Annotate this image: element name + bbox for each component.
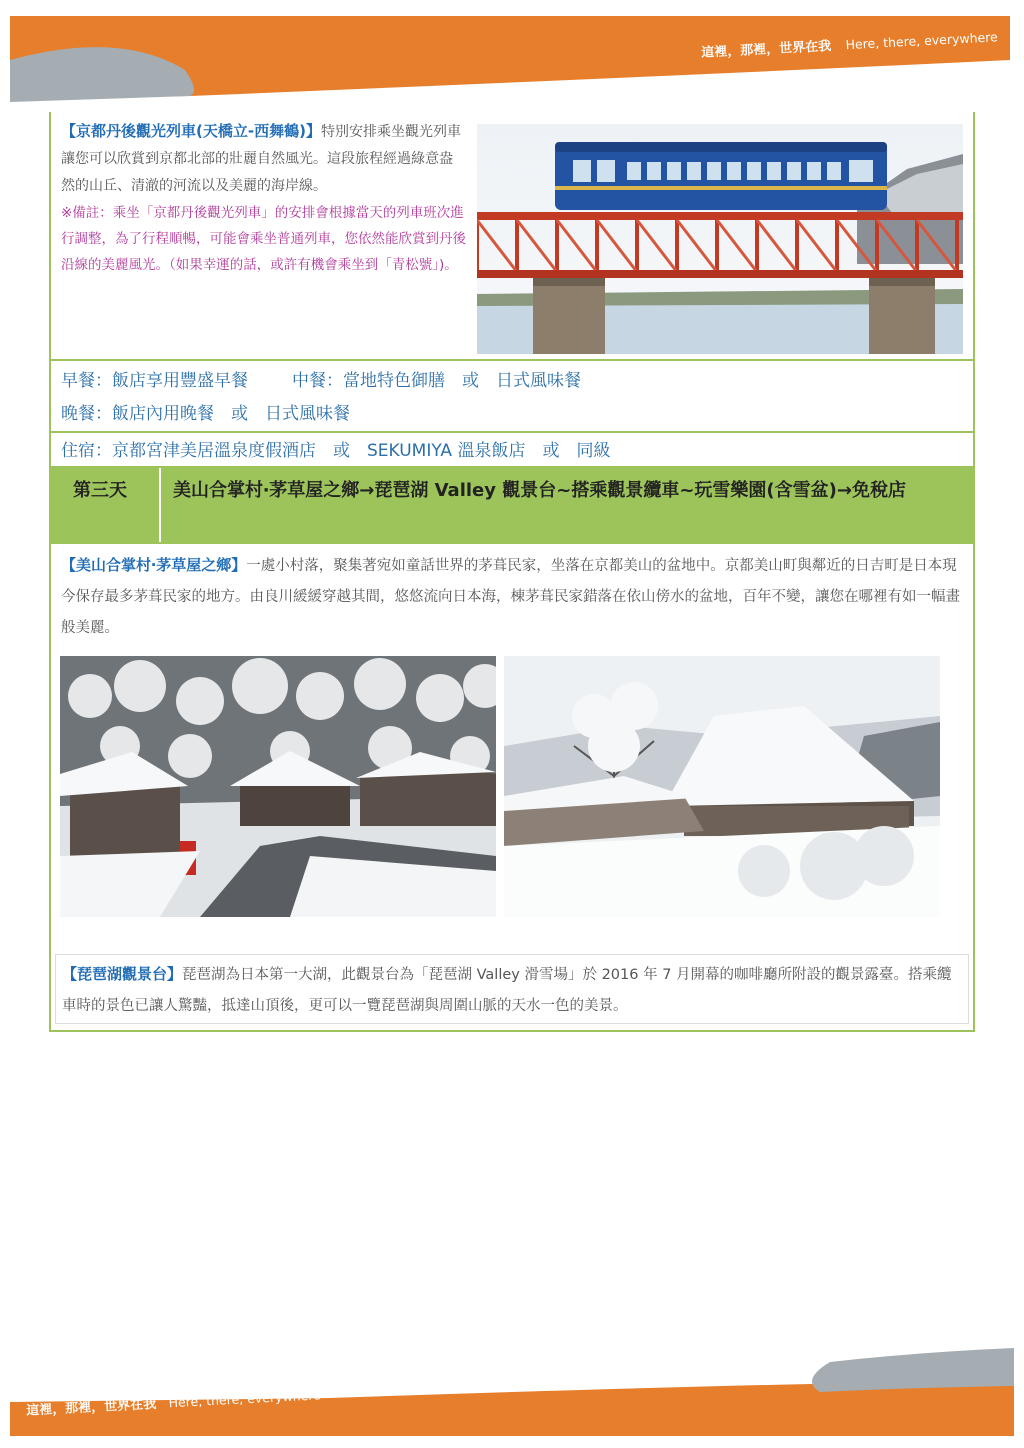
accommodation-section [51,433,973,468]
footer-slogan-zh: 這裡，那裡，世界在我 [25,1396,157,1419]
biwa-heading: 【琵琶湖觀景台】 [62,965,183,983]
itinerary-table [49,112,975,1032]
lunch-text: 中餐：當地特色御膳 或 日式風味餐 [292,371,581,391]
breakfast-text: 早餐：飯店享用豐盛早餐 [61,371,248,391]
meals-section [51,361,973,433]
village-description [51,544,973,644]
train-photo [477,124,963,354]
day-title: 美山合掌村‧茅草屋之鄉→琵琶湖 Valley 觀景台~搭乘觀景纜車~玩雪樂園(含雪盆)→免稅店 [173,480,906,501]
train-section [51,112,973,361]
train-description [61,118,466,278]
village-section [51,544,973,1030]
day-label: 第三天 [51,468,161,542]
biwa-body: 琵琶湖為日本第一大湖，此觀景台為「琵琶湖 Valley 滑雪場」於 2016 年 7 月開幕的咖啡廳所附設的觀景露臺。搭乘纜車時的景色已讓人驚豔，抵達山頂後，更可以一覽琵琶湖與周圍山脈的天水一色的美景。 [62,967,952,1014]
header-slogan-zh: 這裡，那裡，世界在我 [701,38,832,61]
biwa-section [55,954,969,1024]
day-header [51,468,973,544]
footer-slogan-en: Here, there, everywhere [168,1387,322,1411]
header-slogan-en: Here, there, everywhere [845,29,999,53]
accommodation-text: 住宿：京都宮津美居溫泉度假酒店 或 SEKUMIYA 溫泉飯店 或 同級 [61,441,611,461]
train-body: 特別安排乘坐觀光列車讓您可以欣賞到京都北部的壯麗自然風光。這段旅程經過綠意盎然的山丘、清澈的河流以及美麗的海岸線。 [61,124,461,194]
train-note: ※備註：乘坐「京都丹後觀光列車」的安排會根據當天的列車班次進行調整，為了行程順暢，可能會乘坐普通列車，您依然能欣賞到丹後沿線的美麗風光。（如果幸運的話，或許有機會乘坐到「青松號」)。 [61,205,466,273]
header-banner [0,0,1024,110]
village-body: 一處小村落，聚集著宛如童話世界的茅葺民家，坐落在京都美山的盆地中。京都美山町與鄰近的日吉町是日本現今保存最多茅葺民家的地方。由良川緩緩穿越其間，悠悠流向日本海，棟茅葺民家錯落在依山傍水的盆地，百年不變，讓您在哪裡有如一幅畫般美麗。 [61,558,960,636]
thatched-house-photo [504,656,940,917]
snow-village-photo [60,656,496,917]
dinner-text: 晚餐：飯店內用晚餐 或 日式風味餐 [61,404,350,424]
train-heading: 【京都丹後觀光列車(天橋立-西舞鶴)】 [61,122,321,140]
header-banner-shape [0,0,1024,110]
village-heading: 【美山合掌村‧茅草屋之鄉】 [61,556,247,574]
